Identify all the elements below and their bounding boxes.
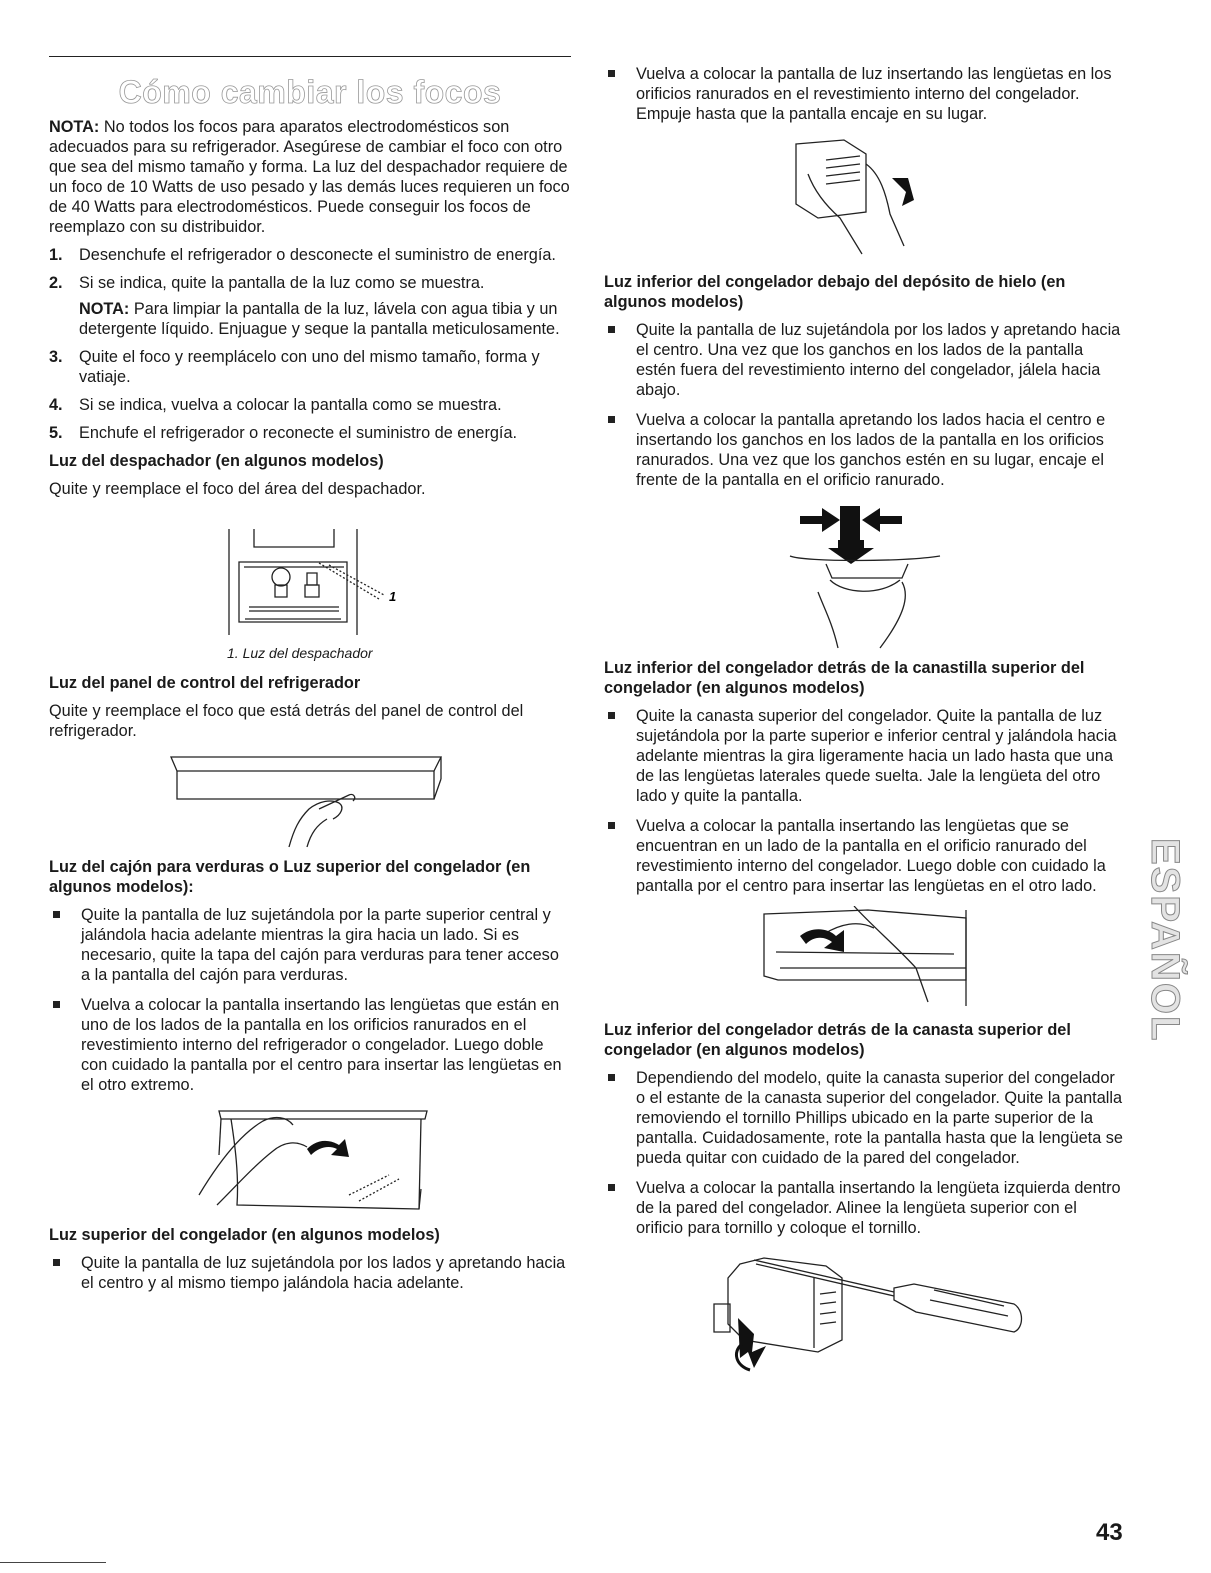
- dispenser-callout: 1: [389, 589, 397, 604]
- intro-note: [49, 117, 571, 237]
- control-panel-illustration: [49, 749, 571, 849]
- upper-freezer-illustration: [604, 134, 1124, 264]
- upper-freezer-heading: Luz superior del congelador (en algunos modelos): [49, 1226, 440, 1244]
- page-number: 43: [1096, 1519, 1123, 1546]
- title-rule: [49, 56, 571, 57]
- step-5: [49, 423, 571, 443]
- step-text: Si se indica, vuelva a colocar la pantalla como se muestra.: [79, 396, 502, 414]
- step-number: 3.: [49, 348, 63, 366]
- bullet-item: Vuelva a colocar la pantalla insertando las lengüetas que están en uno de los lados de la pantalla en los orificios ranurados en el revestimiento interno del refrigerador o congelador. Luego doble con cuidado la pantalla por el centro para insertar las lengüetas en el otro extremo.: [49, 995, 571, 1095]
- bullet-item: Vuelva a colocar la pantalla insertando las lengüetas que se encuentran en un lado de la pantalla en el orificio ranurado del revestimiento interno del congelador. Luego doble con cuidado la pantalla por el centro para insertar las lengüetas en el otro lado.: [604, 816, 1124, 896]
- bullet-item: Vuelva a colocar la pantalla insertando la lengüeta izquierda dentro de la pared del congelador. Alinee la lengüeta superior con el orificio para tornillo y coloque el tornillo.: [604, 1178, 1124, 1238]
- bullet-item: Vuelva a colocar la pantalla apretando los lados hacia el centro e insertando los ganchos en los lados de la pantalla en los orificios ranurados. Una vez que los ganchos estén en su lugar, encaje el frente de la pantalla en el orificio ranurado.: [604, 410, 1124, 490]
- note-label: NOTA:: [79, 300, 130, 318]
- step-2-note: [79, 299, 571, 339]
- step-3: [49, 347, 571, 387]
- control-panel-text: Quite y reemplace el foco que está detrás del panel de control del refrigerador.: [49, 702, 524, 740]
- dispenser-caption: 1. Luz del despachador: [227, 645, 373, 661]
- note-label: NOTA:: [49, 118, 100, 136]
- bullet-item: Vuelva a colocar la pantalla de luz insertando las lengüetas en los orificios ranurados en el revestimiento interno del congelador. Empuje hasta que la pantalla encaje en su lugar.: [604, 64, 1124, 124]
- steps-list: [49, 245, 571, 443]
- screw-removal-illustration: [604, 1248, 1124, 1378]
- upper-basket-2-bullets: [604, 1068, 1124, 1238]
- upper-freezer-bullets-right: [604, 64, 1124, 124]
- step-text: Enchufe el refrigerador o reconecte el suministro de energía.: [79, 424, 518, 442]
- upper-freezer-bullets-left: [49, 1253, 571, 1293]
- dispenser-illustration: [49, 507, 571, 637]
- note-text: Para limpiar la pantalla de la luz, lávela con agua tibia y un detergente líquido. Enjuague y seque la pantalla meticulosamente.: [79, 300, 560, 338]
- dispenser-text: Quite y reemplace el foco del área del despachador.: [49, 480, 426, 498]
- step-number: 4.: [49, 396, 63, 414]
- bullet-item: Quite la pantalla de luz sujetándola por los lados y apretando hacia el centro. Una vez que los ganchos en los lados de la pantalla estén fuera del revestimiento interno del congelador, jálela hacia abajo.: [604, 320, 1124, 400]
- right-column: [604, 64, 1124, 1384]
- crisper-bullets: [49, 905, 571, 1095]
- crisper-heading: Luz del cajón para verduras o Luz superior del congelador (en algunos modelos):: [49, 858, 531, 896]
- step-2: [49, 273, 571, 339]
- upper-basket-1-illustration: [604, 906, 1124, 1012]
- ice-bin-heading: Luz inferior del congelador debajo del depósito de hielo (en algunos modelos): [604, 273, 1066, 311]
- control-panel-heading: Luz del panel de control del refrigerador: [49, 674, 361, 692]
- upper-basket-1-heading: Luz inferior del congelador detrás de la canastilla superior del congelador (en algunos modelos): [604, 659, 1085, 697]
- page-title: Cómo cambiar los focos: [118, 74, 502, 110]
- step-text: Desenchufe el refrigerador o desconecte el suministro de energía.: [79, 246, 556, 264]
- bullet-item: Quite la canasta superior del congelador. Quite la pantalla de luz sujetándola por la parte superior e inferior central y jalándola hacia adelante mientras la gira ligeramente hacia un lado hasta que una de las lengüetas laterales quede suelta. Jale la lengüeta del otro lado y quite la pantalla.: [604, 706, 1124, 806]
- crisper-illustration: [49, 1105, 571, 1217]
- dispenser-heading: Luz del despachador (en algunos modelos): [49, 452, 384, 470]
- step-text: Si se indica, quite la pantalla de la luz como se muestra.: [79, 274, 485, 292]
- language-side-tab: ESPAÑOL: [1143, 837, 1187, 1043]
- ice-bin-bullets: [604, 320, 1124, 490]
- upper-basket-2-heading: Luz inferior del congelador detrás de la canasta superior del congelador (en algunos modelos): [604, 1021, 1071, 1059]
- footer-rule: [0, 1562, 106, 1563]
- step-number: 2.: [49, 274, 63, 292]
- note-text: No todos los focos para aparatos electrodomésticos son adecuados para su refrigerador. Asegúrese de cambiar el foco con otro que sea del mismo tamaño y forma. La luz del despachador requiere de un foco de 10 Watts de uso pesado y las demás luces requieren un foco de 40 Watts para electrodomésticos. Puede conseguir los focos de reemplazo con su distribuidor.: [49, 118, 570, 236]
- step-text: Quite el foco y reemplácelo con uno del mismo tamaño, forma y vatiaje.: [79, 348, 540, 386]
- step-1: [49, 245, 571, 265]
- upper-basket-1-bullets: [604, 706, 1124, 896]
- left-column: [49, 56, 571, 1303]
- step-number: 1.: [49, 246, 63, 264]
- ice-bin-illustration: [604, 500, 1124, 650]
- step-number: 5.: [49, 424, 63, 442]
- bullet-item: Quite la pantalla de luz sujetándola por los lados y apretando hacia el centro y al mismo tiempo jalándola hacia adelante.: [49, 1253, 571, 1293]
- bullet-item: Dependiendo del modelo, quite la canasta superior del congelador o el estante de la canasta superior del congelador. Quite la pantalla removiendo el tornillo Phillips ubicado en la parte superior de la pantalla. Cuidadosamente, rote la pantalla hasta que la lengüeta se pueda quitar con cuidado de la pared del congelador.: [604, 1068, 1124, 1168]
- step-4: [49, 395, 571, 415]
- bullet-item: Quite la pantalla de luz sujetándola por la parte superior central y jalándola hacia adelante mientras la gira hacia un lado. Si es necesario, quite la tapa del cajón para verduras para tener acceso a la pantalla del cajón para verduras.: [49, 905, 571, 985]
